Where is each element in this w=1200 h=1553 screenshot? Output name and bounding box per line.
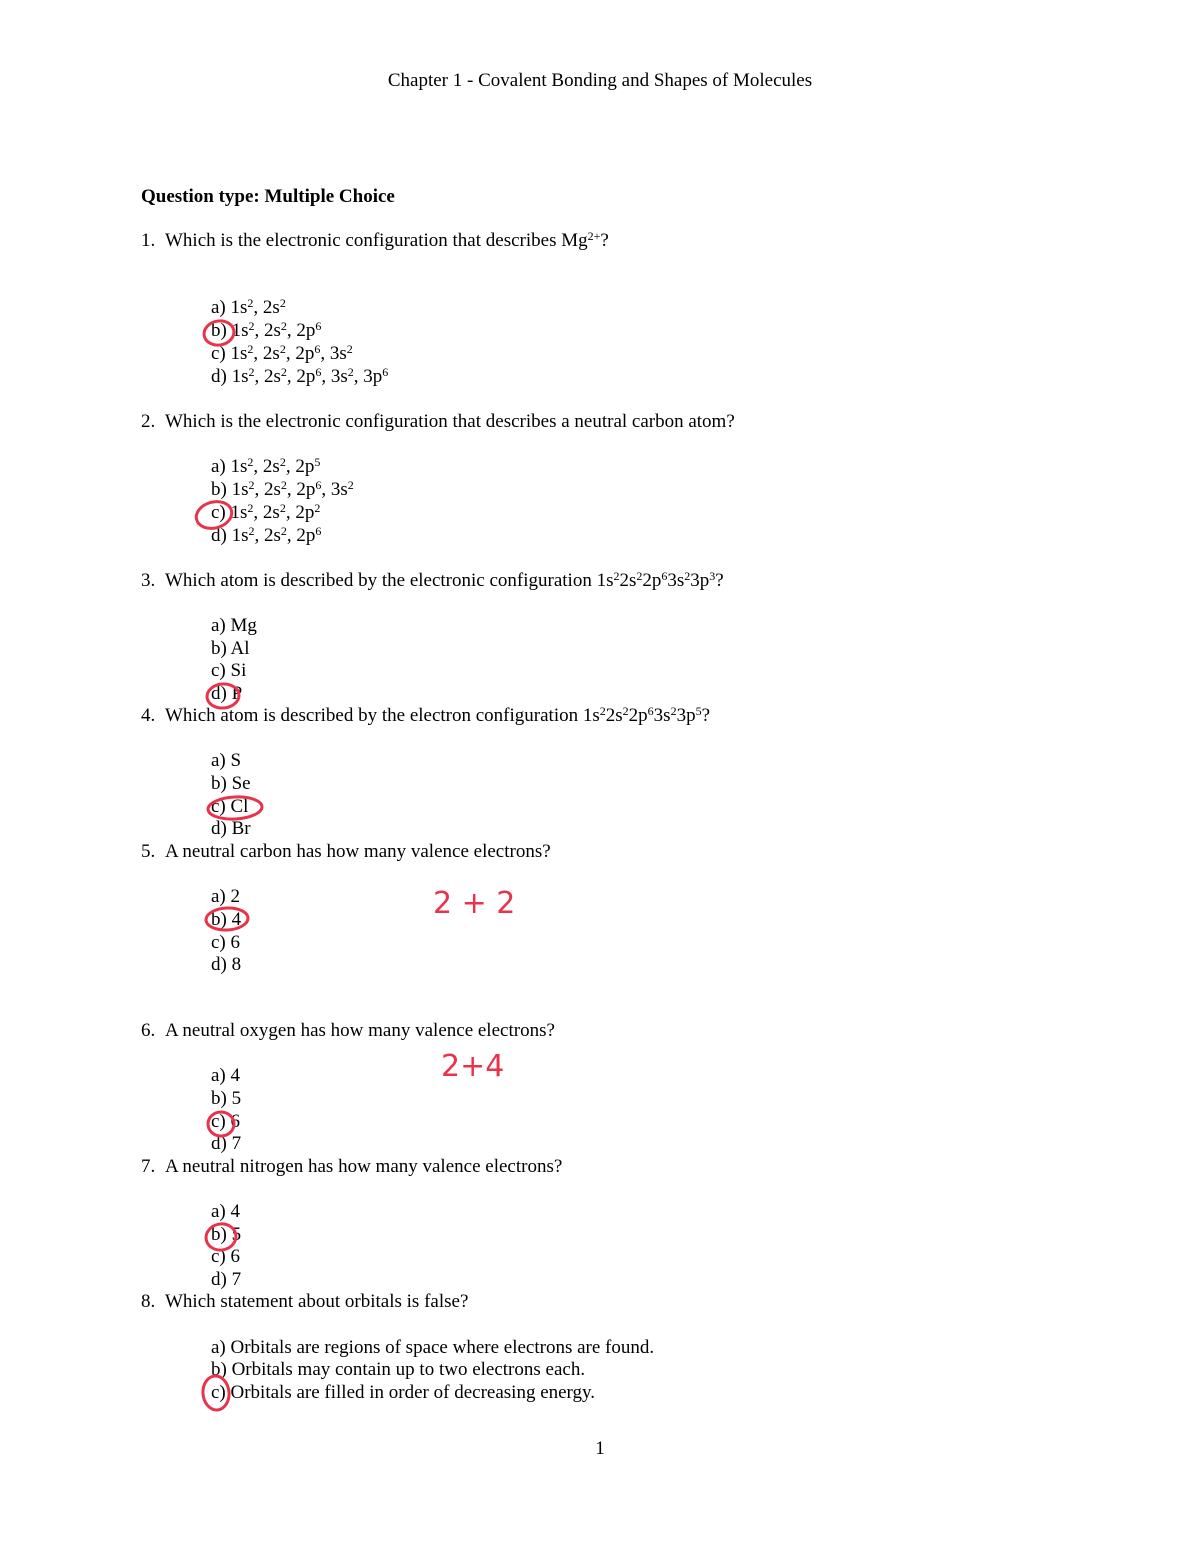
question-text: Which statement about orbitals is false? — [165, 1291, 469, 1312]
question-number: 2. — [141, 411, 156, 432]
question-7 — [141, 1156, 562, 1178]
option-4c[interactable]: c) Cl — [211, 796, 249, 817]
option-3c[interactable]: c) Si — [211, 660, 247, 681]
question-number: 8. — [141, 1291, 156, 1312]
option-3d[interactable]: d) P — [211, 683, 243, 704]
option-7b[interactable]: b) 5 — [211, 1224, 242, 1245]
question-text-end: ? — [600, 230, 609, 251]
option-5b[interactable]: b) 4 — [211, 909, 242, 930]
question-text: A neutral carbon has how many valence electrons? — [165, 841, 551, 862]
option-7a[interactable]: a) 4 — [211, 1201, 241, 1222]
option-2d[interactable]: d) $1s^2$, $2s^2$, $2p^6$ — [211, 524, 322, 546]
option-4b[interactable]: b) Se — [211, 773, 251, 794]
option-6c[interactable]: c) 6 — [211, 1111, 241, 1132]
question-number: 7. — [141, 1156, 156, 1177]
option-3a[interactable]: a) Mg — [211, 615, 257, 636]
handwritten-note-q6: 2+4 — [441, 1049, 505, 1084]
option-5d[interactable]: d) 8 — [211, 954, 242, 975]
question-6 — [141, 1020, 555, 1042]
option-1d[interactable]: d) $1s^2$, $2s^2$, $2p^6$, $3s^2$, $3p^6$ — [211, 365, 389, 387]
question-number: 6. — [141, 1020, 156, 1041]
option-4d[interactable]: d) Br — [211, 818, 251, 839]
option-2b[interactable]: b) $1s^2$, $2s^2$, $2p^6$, $3s^2$ — [211, 478, 354, 500]
question-text: Which is the electronic configuration that describes a neutral carbon atom? — [165, 411, 735, 432]
question-number: 4. — [141, 705, 156, 726]
option-8a[interactable]: a) Orbitals are regions of space where electrons are found. — [211, 1337, 655, 1358]
option-6d[interactable]: d) 7 — [211, 1133, 242, 1154]
option-7c[interactable]: c) 6 — [211, 1246, 241, 1267]
question-text: Which atom is described by the electron configuration 1s — [165, 705, 600, 726]
question-3: 3. Which atom is described by the electronic configuration $1s^22s^22p^63s^23p^3$? — [141, 569, 724, 591]
question-text: A neutral oxygen has how many valence electrons? — [165, 1020, 555, 1041]
section-heading: Question type: Multiple Choice — [141, 186, 395, 207]
option-3b[interactable]: b) Al — [211, 638, 250, 659]
option-1b[interactable]: b) $1s^2$, $2s^2$, $2p^6$ — [211, 319, 322, 341]
question-1 — [141, 230, 609, 252]
question-number: 5. — [141, 841, 156, 862]
question-2 — [141, 411, 735, 433]
option-5a[interactable]: a) 2 — [211, 886, 241, 907]
question-5 — [141, 841, 551, 863]
question-text: A neutral nitrogen has how many valence electrons? — [165, 1156, 563, 1177]
question-number: 3. — [141, 570, 156, 591]
handwritten-note-q5: 2 + 2 — [433, 886, 516, 921]
option-8b[interactable]: b) Orbitals may contain up to two electrons each. — [211, 1359, 586, 1380]
option-4a[interactable]: a) S — [211, 750, 242, 771]
page-number: 1 — [595, 1438, 605, 1459]
option-8c[interactable]: c) Orbitals are filled in order of decreasing energy. — [211, 1382, 596, 1403]
question-text: Which is the electronic configuration that describes Mg — [165, 230, 588, 251]
question-8 — [141, 1291, 468, 1313]
option-2a[interactable]: a) $1s^2$, $2s^2$, $2p^5$ — [211, 455, 321, 477]
page-title: Chapter 1 - Covalent Bonding and Shapes of Molecules — [387, 70, 813, 91]
option-2c[interactable]: c) $1s^2$, $2s^2$, $2p^2$ — [211, 501, 321, 523]
question-number: 1. — [141, 230, 156, 251]
option-6b[interactable]: b) 5 — [211, 1088, 242, 1109]
option-6a[interactable]: a) 4 — [211, 1065, 241, 1086]
option-7d[interactable]: d) 7 — [211, 1269, 242, 1290]
question-text: Which atom is described by the electronic configuration 1s — [165, 570, 614, 591]
option-5c[interactable]: c) 6 — [211, 932, 241, 953]
question-sup: 2+ — [587, 229, 601, 243]
option-1c[interactable]: c) $1s^2$, $2s^2$, $2p^6$, $3s^2$ — [211, 342, 353, 364]
option-1a[interactable]: a) $1s^2$, $2s^2$ — [211, 296, 286, 318]
question-4: 4. Which atom is described by the electron configuration $1s^22s^22p^63s^23p^5$? — [141, 704, 711, 726]
